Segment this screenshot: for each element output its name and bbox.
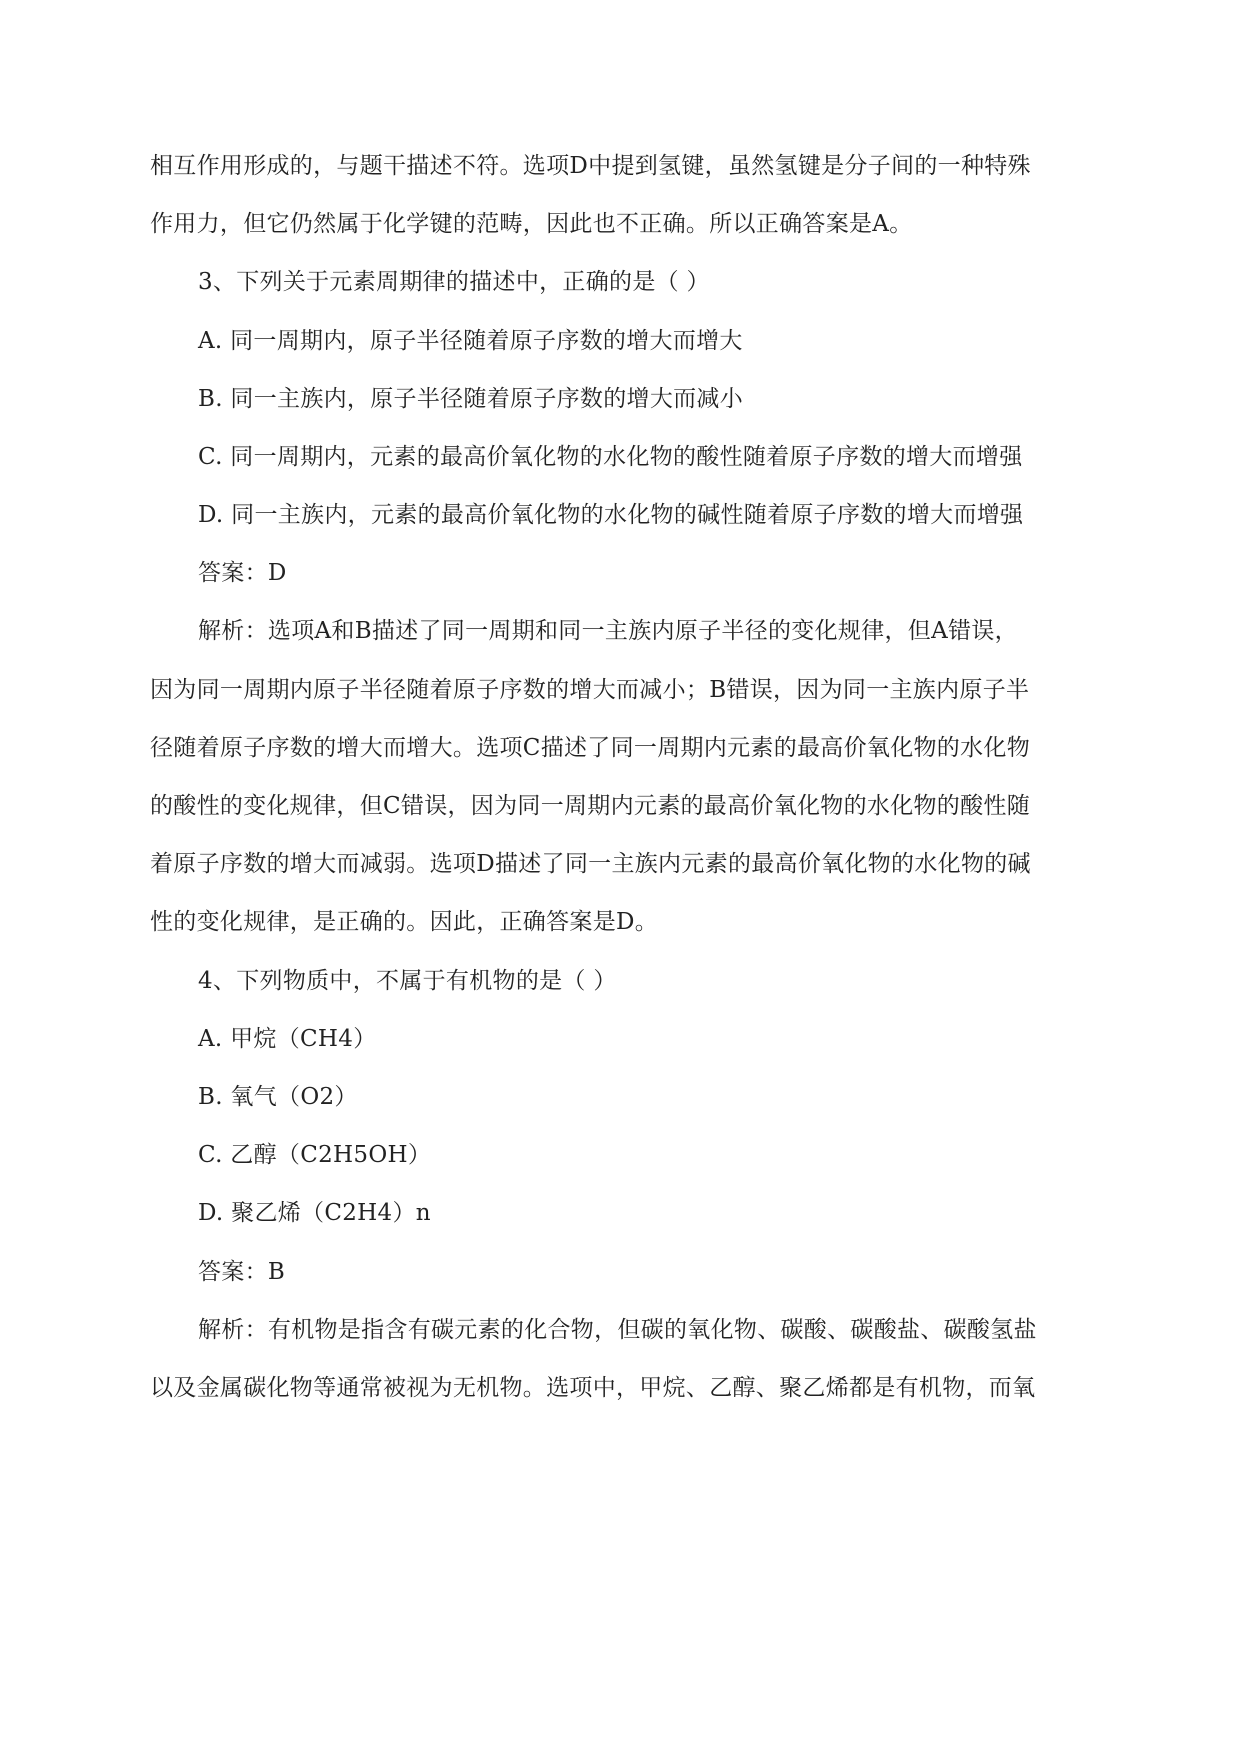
- text-line: 性的变化规律，是正确的。因此，正确答案是D。: [150, 909, 659, 935]
- question-3-analysis: 解析：选项A和B描述了同一周期和同一主族内原子半径的变化规律，但A错误，: [198, 618, 1018, 644]
- text-line: 着原子序数的增大而减弱。选项D描述了同一主族内元素的最高价氧化物的水化物的碱: [150, 851, 1031, 877]
- question-3-option-a: A. 同一周期内，原子半径随着原子序数的增大而增大: [198, 328, 743, 354]
- question-4-option-b: B. 氧气（O2）: [198, 1084, 358, 1110]
- question-4-option-d: D. 聚乙烯（C2H4）n: [198, 1200, 431, 1226]
- text-line: 因为同一周期内原子半径随着原子序数的增大而减小；B错误，因为同一主族内原子半: [150, 677, 1030, 703]
- question-4-stem: 4、下列物质中，不属于有机物的是（ ）: [198, 968, 617, 994]
- question-4-answer: 答案：B: [198, 1259, 286, 1285]
- text-line: 以及金属碳化物等通常被视为无机物。选项中，甲烷、乙醇、聚乙烯都是有机物，而氧: [150, 1375, 1036, 1401]
- question-4-analysis: 解析：有机物是指含有碳元素的化合物，但碳的氧化物、碳酸、碳酸盐、碳酸氢盐: [198, 1317, 1037, 1343]
- question-3-option-c: C. 同一周期内，元素的最高价氧化物的水化物的酸性随着原子序数的增大而增强: [198, 444, 1023, 470]
- question-4-option-a: A. 甲烷（CH4）: [198, 1026, 377, 1052]
- text-line: 相互作用形成的，与题干描述不符。选项D中提到氢键，虽然氢键是分子间的一种特殊: [150, 153, 1031, 179]
- text-line: 的酸性的变化规律，但C错误，因为同一周期内元素的最高价氧化物的水化物的酸性随: [150, 793, 1030, 819]
- question-3-option-b: B. 同一主族内，原子半径随着原子序数的增大而减小: [198, 386, 744, 412]
- text-line: 作用力，但它仍然属于化学键的范畴，因此也不正确。所以正确答案是A。: [150, 211, 913, 237]
- question-3-stem: 3、下列关于元素周期律的描述中，正确的是（ ）: [198, 269, 710, 295]
- question-3-answer: 答案：D: [198, 560, 287, 586]
- question-3-option-d: D. 同一主族内，元素的最高价氧化物的水化物的碱性随着原子序数的增大而增强: [198, 502, 1024, 528]
- text-line: 径随着原子序数的增大而增大。选项C描述了同一周期内元素的最高价氧化物的水化物: [150, 735, 1030, 761]
- question-4-option-c: C. 乙醇（C2H5OH）: [198, 1142, 432, 1168]
